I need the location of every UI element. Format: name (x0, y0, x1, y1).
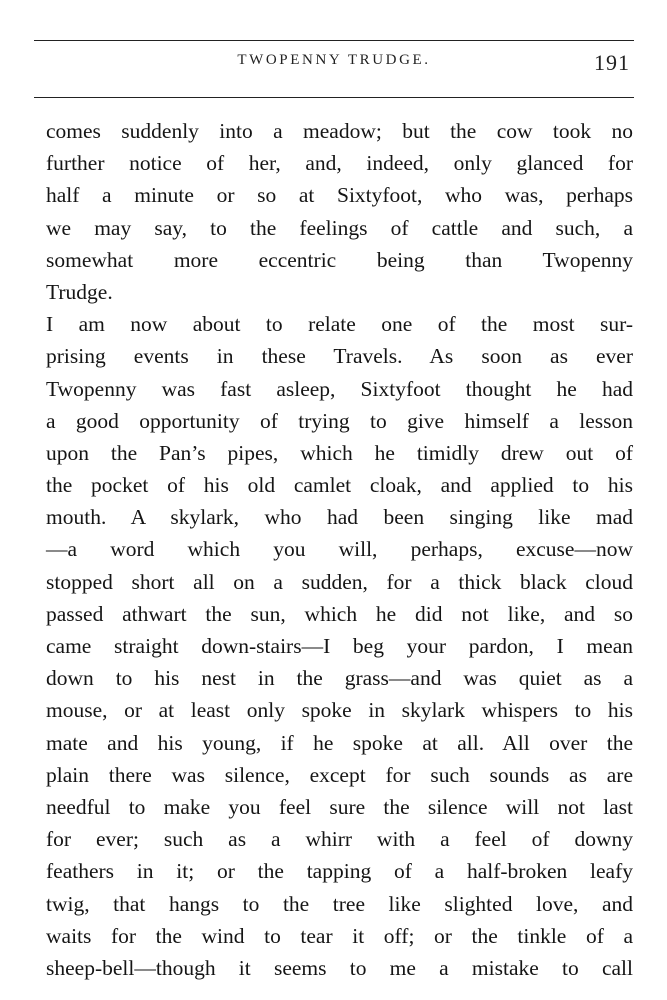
text-line: upon the Pan’s pipes, which he timidly drew out of (46, 440, 633, 465)
running-title: TWOPENNY TRUDGE. (237, 52, 431, 68)
text-line: waits for the wind to tear it off; or the tinkle of a (46, 923, 633, 948)
text-line: we may say, to the feelings of cattle and such, a (46, 215, 633, 240)
text-line: sheep-bell—though it seems to me a mistake to call (46, 955, 633, 980)
text-line: twig, that hangs to the tree like slighted love, and (46, 891, 633, 916)
header-bottom-rule (34, 97, 634, 98)
text-line: mate and his young, if he spoke at all. All over the (46, 730, 633, 755)
text-line: Twopenny was fast asleep, Sixtyfoot thought he had (46, 376, 633, 401)
text-line: feathers in it; or the tapping of a half-broken leafy (46, 859, 633, 884)
text-line: plain there was silence, except for such sounds as are (46, 762, 633, 787)
page-number: 191 (594, 50, 630, 75)
text-line: mouse, or at least only spoke in skylark whispers to his (46, 698, 633, 723)
text-line: further notice of her, and, indeed, only glanced for (46, 151, 633, 176)
text-line: mouth. A skylark, who had been singing like mad (46, 505, 633, 530)
text-line: passed athwart the sun, which he did not like, and so (46, 601, 633, 626)
text-line: somewhat more eccentric being than Twopenny (46, 247, 633, 272)
text-line: —a word which you will, perhaps, excuse—now (46, 537, 633, 562)
text-line: half a minute or so at Sixtyfoot, who was, perhaps (46, 183, 633, 208)
text-line: I am now about to relate one of the most sur- (46, 312, 633, 337)
text-line: for ever; such as a whirr with a feel of downy (46, 827, 633, 852)
running-head (34, 50, 634, 78)
text-line: the pocket of his old camlet cloak, and applied to his (46, 473, 633, 498)
text-line: prising events in these Travels. As soon as ever (46, 344, 633, 369)
text-line: Trudge. (46, 279, 113, 304)
text-line: stopped short all on a sudden, for a thick black cloud (46, 569, 633, 594)
text-line: down to his nest in the grass—and was quiet as a (46, 666, 633, 691)
text-line: needful to make you feel sure the silence will not last (46, 794, 633, 819)
text-line: comes suddenly into a meadow; but the cow took no (46, 119, 633, 143)
body-text (46, 115, 633, 984)
header-top-rule (34, 40, 634, 41)
text-line: came straight down-stairs—I beg your pardon, I mean (46, 634, 633, 658)
text-line: a good opportunity of trying to give himself a lesson (46, 408, 633, 433)
